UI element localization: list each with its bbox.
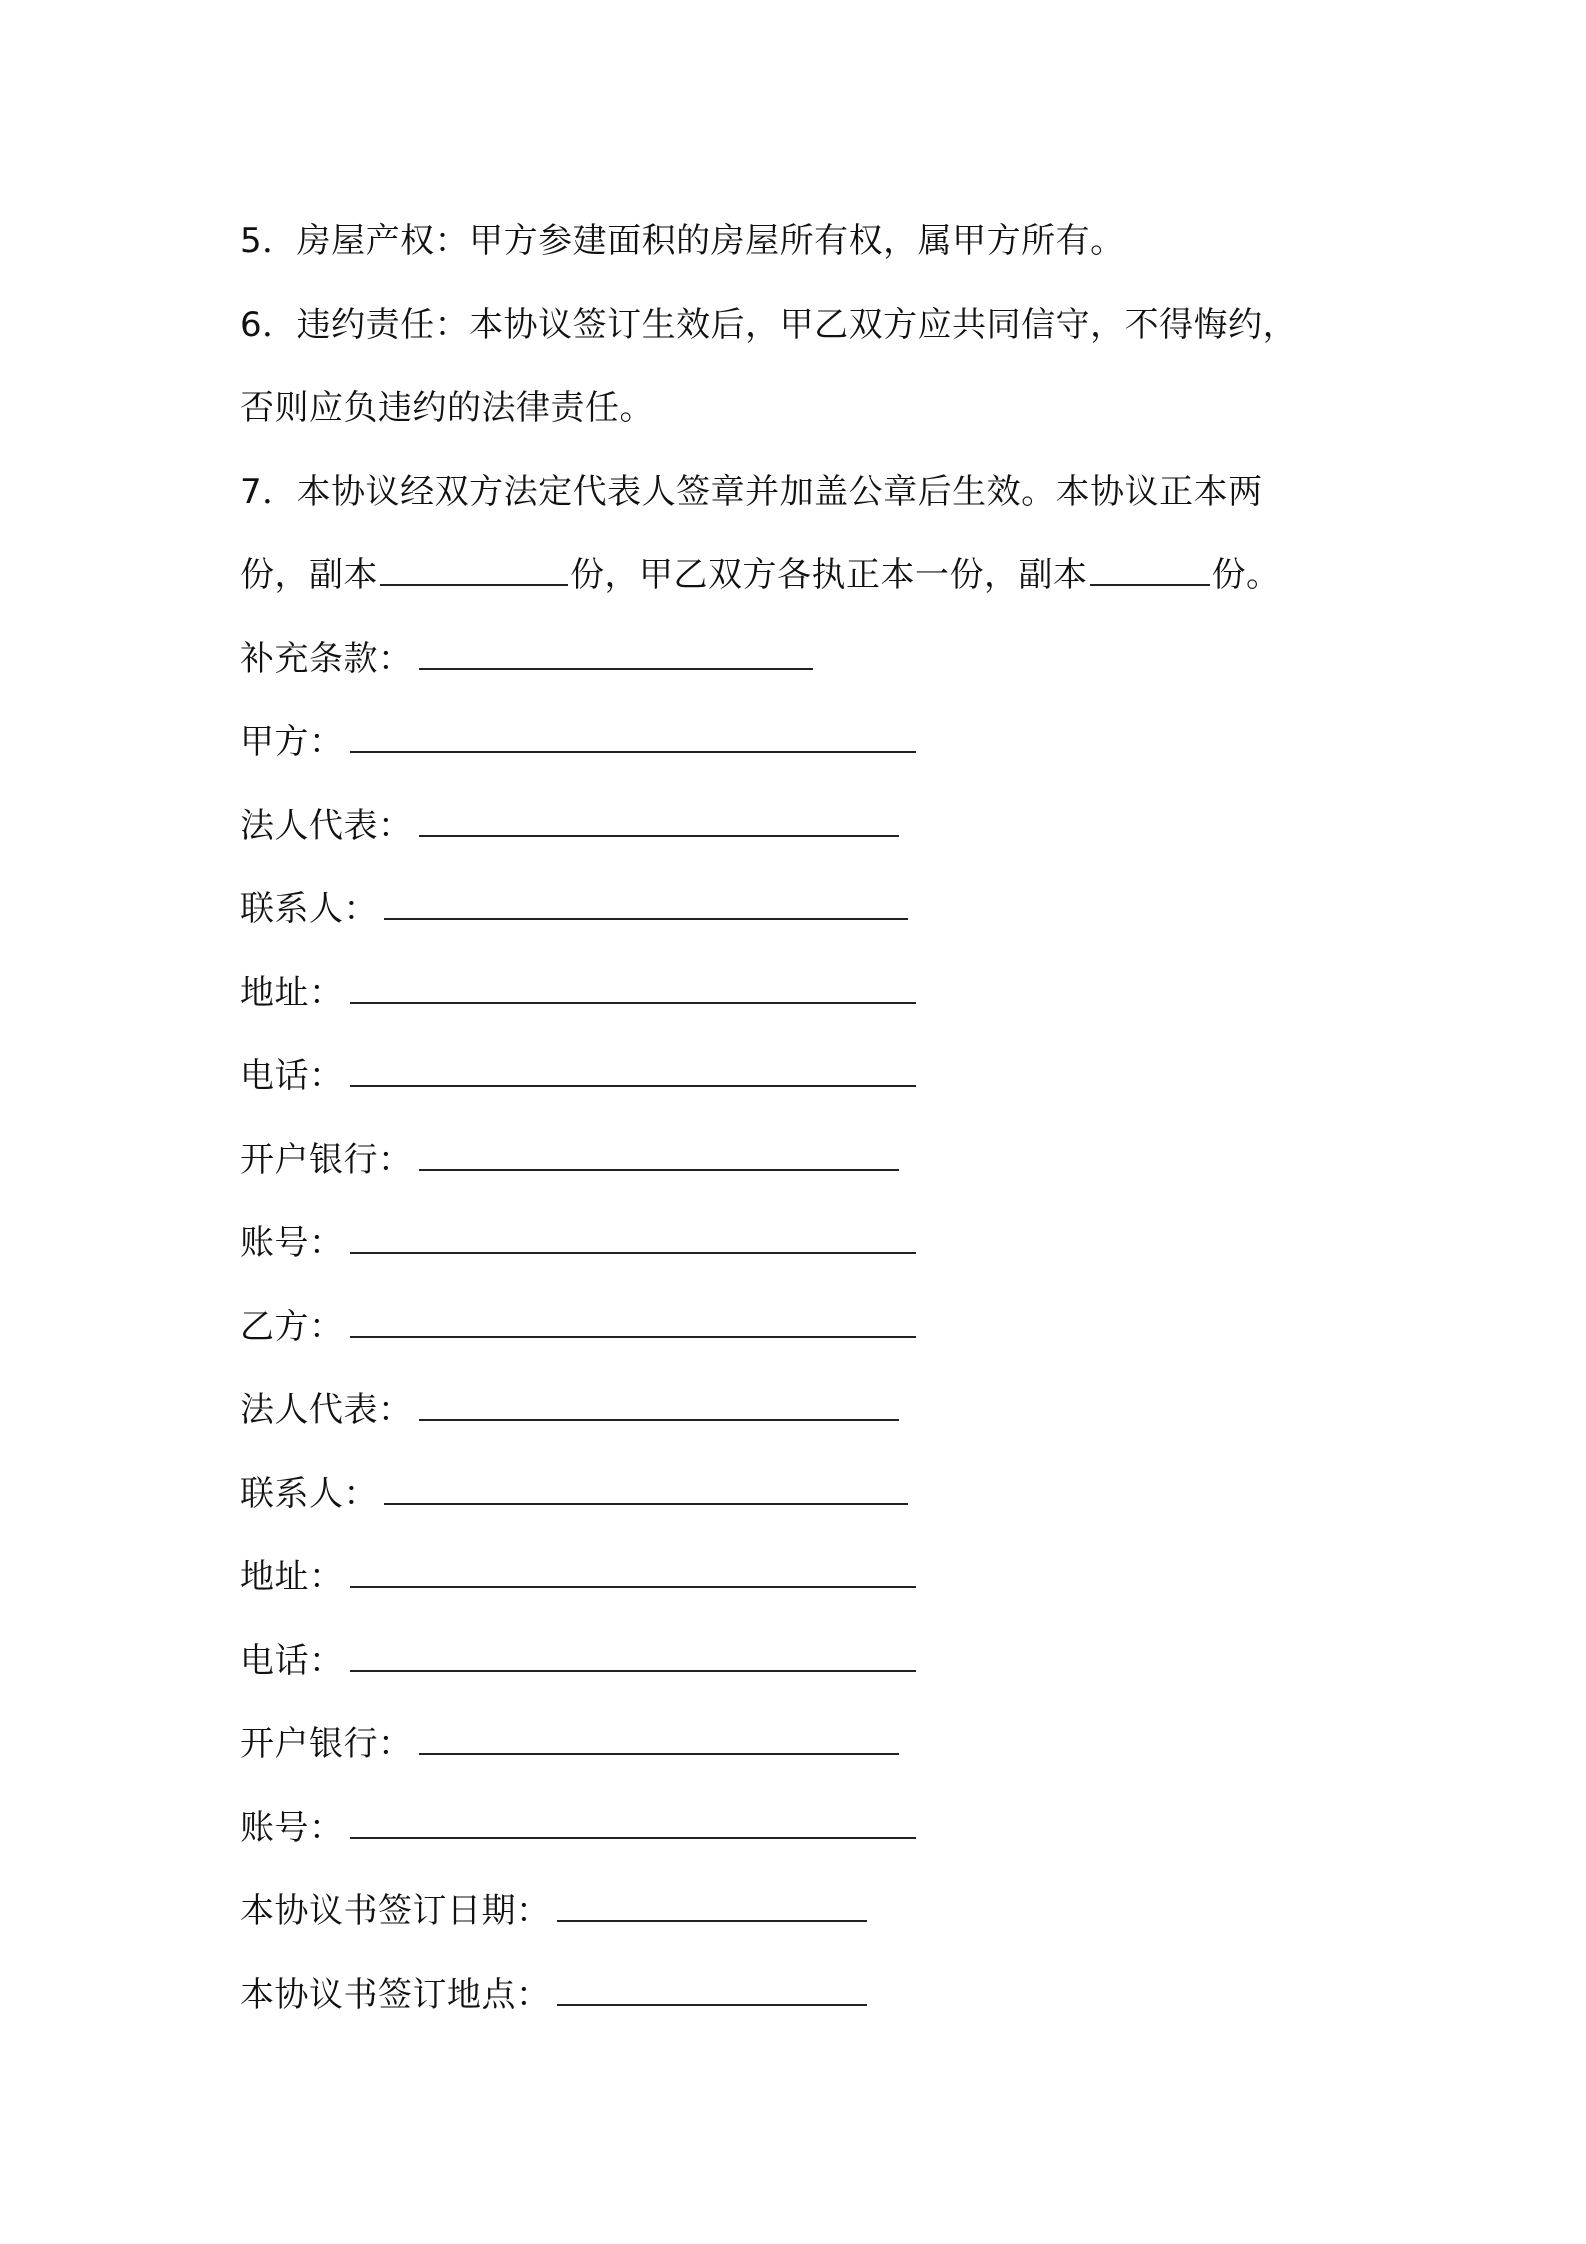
party-b-contact-row bbox=[240, 1453, 1380, 1537]
copies-text-3: 份。 bbox=[1211, 555, 1281, 595]
party-a-bank-blank[interactable] bbox=[419, 1139, 899, 1171]
party-b-phone-label: 电话： bbox=[240, 1640, 344, 1681]
party-b-account-blank[interactable] bbox=[350, 1807, 916, 1839]
party-a-phone-row bbox=[240, 1035, 1380, 1119]
party-b-address-row bbox=[240, 1536, 1380, 1620]
signing-place-label: 本协议书签订地点： bbox=[240, 1974, 551, 2015]
agreement-body bbox=[240, 200, 1380, 2037]
clause-7-effectiveness: 7．本协议经双方法定代表人签章并加盖公章后生效。本协议正本两 bbox=[240, 471, 1263, 512]
party-a-name-row bbox=[240, 701, 1380, 785]
party-b-contact-label: 联系人： bbox=[240, 1473, 378, 1514]
party-a-account-row bbox=[240, 1202, 1380, 1286]
party-b-bank-row bbox=[240, 1703, 1380, 1787]
party-b-bank-label: 开户银行： bbox=[240, 1724, 413, 1764]
party-a-bank-row bbox=[240, 1119, 1380, 1203]
signing-place-row bbox=[240, 1954, 1380, 2038]
supplement-row bbox=[240, 618, 1380, 702]
party-a-name-blank[interactable] bbox=[350, 721, 916, 753]
party-a-bank-label: 开户银行： bbox=[240, 1139, 413, 1180]
clause-6-breach-liability: 6．违约责任：本协议签订生效后，甲乙双方应共同信守，不得悔约， bbox=[240, 304, 1298, 345]
party-a-contact-label: 联系人： bbox=[240, 889, 378, 929]
party-b-phone-row bbox=[240, 1620, 1380, 1704]
party-a-account-blank[interactable] bbox=[350, 1222, 916, 1254]
party-b-address-blank[interactable] bbox=[350, 1556, 916, 1588]
party-a-phone-label: 电话： bbox=[240, 1056, 344, 1096]
party-a-legal-rep-row bbox=[240, 785, 1380, 869]
party-b-name-blank[interactable] bbox=[350, 1306, 916, 1338]
duplicate-each-blank[interactable] bbox=[1090, 554, 1210, 586]
party-b-name-row bbox=[240, 1286, 1380, 1370]
signing-place-blank[interactable] bbox=[557, 1974, 867, 2006]
party-a-address-blank[interactable] bbox=[350, 972, 916, 1004]
party-a-phone-blank[interactable] bbox=[350, 1055, 916, 1087]
supplement-label: 补充条款： bbox=[240, 638, 413, 679]
clause-7-copies-line bbox=[240, 534, 1380, 618]
party-b-phone-blank[interactable] bbox=[350, 1640, 916, 1672]
party-a-address-label: 地址： bbox=[240, 972, 344, 1013]
party-b-address-label: 地址： bbox=[240, 1557, 344, 1597]
party-b-account-label: 账号： bbox=[240, 1807, 344, 1848]
party-b-legal-rep-blank[interactable] bbox=[419, 1389, 899, 1421]
duplicate-count-blank[interactable] bbox=[380, 554, 568, 586]
party-b-name-label: 乙方： bbox=[240, 1306, 344, 1347]
copies-text-2: 份，甲乙双方各执正本一份，副本 bbox=[570, 555, 1088, 595]
party-a-legal-rep-label: 法人代表： bbox=[240, 805, 413, 846]
party-b-account-row bbox=[240, 1787, 1380, 1871]
supplement-blank[interactable] bbox=[419, 638, 813, 670]
party-b-bank-blank[interactable] bbox=[419, 1723, 899, 1755]
party-b-legal-rep-row bbox=[240, 1369, 1380, 1453]
signing-date-blank[interactable] bbox=[557, 1890, 867, 1922]
party-a-legal-rep-blank[interactable] bbox=[419, 805, 899, 837]
signing-date-label: 本协议书签订日期： bbox=[240, 1891, 551, 1931]
party-a-contact-row bbox=[240, 868, 1380, 952]
party-a-account-label: 账号： bbox=[240, 1223, 344, 1263]
party-b-contact-blank[interactable] bbox=[384, 1473, 908, 1505]
signing-date-row bbox=[240, 1870, 1380, 1954]
party-a-contact-blank[interactable] bbox=[384, 888, 908, 920]
clause-6-continuation: 否则应负违约的法律责任。 bbox=[240, 388, 654, 428]
clause-5-property-rights: 5．房屋产权：甲方参建面积的房屋所有权，属甲方所有。 bbox=[240, 221, 1125, 261]
party-b-legal-rep-label: 法人代表： bbox=[240, 1390, 413, 1430]
party-a-name-label: 甲方： bbox=[240, 722, 344, 762]
copies-text-1: 份，副本 bbox=[240, 555, 378, 595]
party-a-address-row bbox=[240, 952, 1380, 1036]
